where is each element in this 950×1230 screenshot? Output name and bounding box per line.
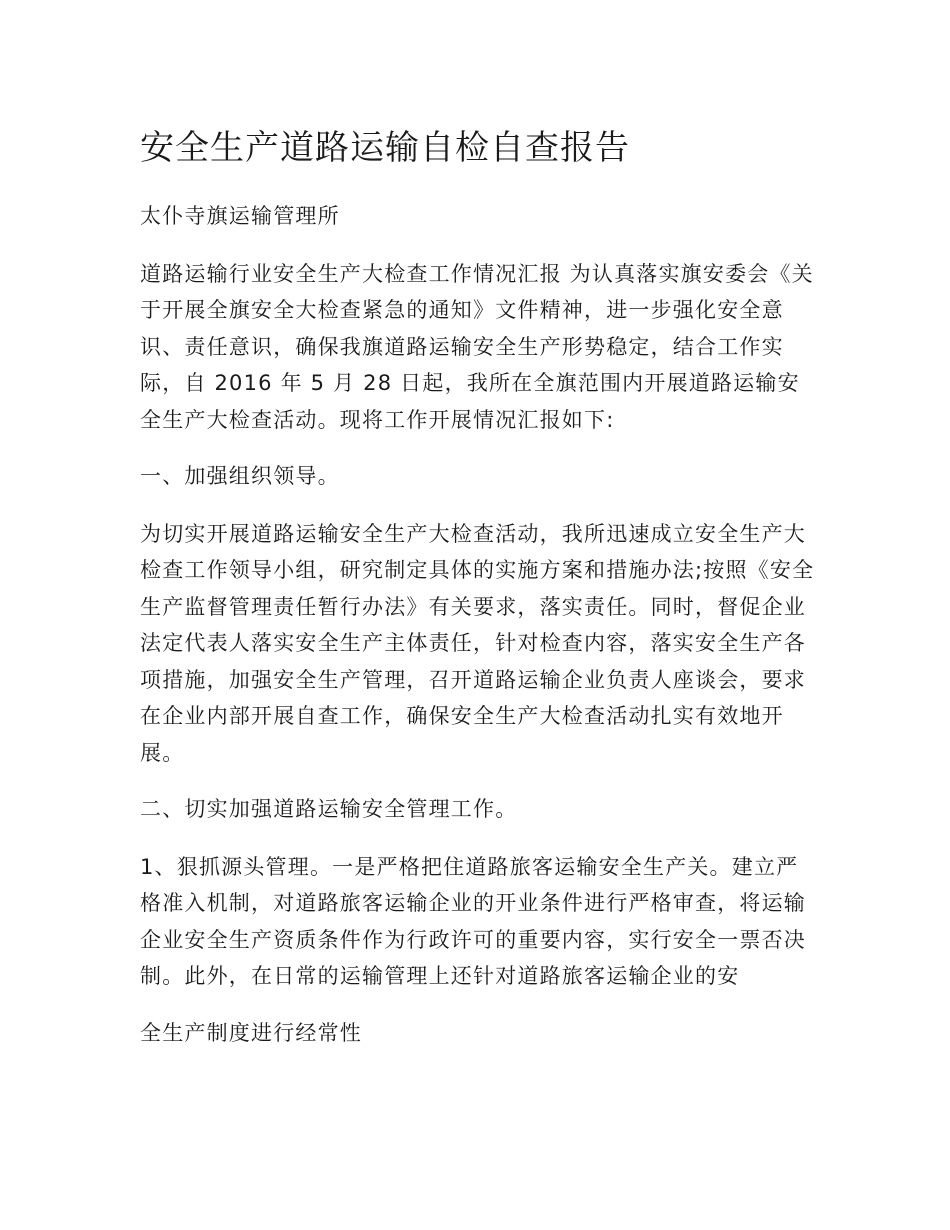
section-heading-2: 二、切实加强道路运输安全管理工作。 [140, 797, 518, 821]
document-organization: 太仆寺旗运输管理所 [140, 204, 340, 228]
document-title: 安全生产道路运输自检自查报告 [140, 128, 630, 168]
document-page [140, 120, 820, 1072]
paragraph-intro: 道路运输行业安全生产大检查工作情况汇报 为认真落实旗安委会《关于开展全旗安全大检查紧急的通知》文件精神，进一步强化安全意识、责任意识，确保我旗道路运输安全生产形势稳定，结合工作实际，自 2016 年 5 月 28 日起，我所在全旗范围内开展道路运输安全生产大检查活动。现将工作开展情况汇报如下: [140, 261, 814, 432]
paragraph-continued: 全生产制度进行经常性 [140, 1020, 362, 1045]
section-heading-1: 一、加强组织领导。 [140, 464, 340, 488]
paragraph-organization-leadership: 为切实开展道路运输安全生产大检查活动，我所迅速成立安全生产大检查工作领导小组，研究制定具体的实施方案和措施办法;按照《安全生产监督管理责任暂行办法》有关要求，落实责任。同时，督促企业法定代表人落实安全生产主体责任，针对检查内容，落实安全生产各项措施，加强安全生产管理，召开道路运输企业负责人座谈会，要求在企业内部开展自查工作，确保安全生产大检查活动扎实有效地开展。 [140, 521, 815, 765]
paragraph-source-management: 1、狠抓源头管理。一是严格把住道路旅客运输安全生产关。建立严格准入机制，对道路旅客运输企业的开业条件进行严格审查，将运输企业安全生产资质条件作为行政许可的重要内容，实行安全一票否决制。此外，在日常的运输管理上还针对道路旅客运输企业的安 [140, 854, 806, 988]
